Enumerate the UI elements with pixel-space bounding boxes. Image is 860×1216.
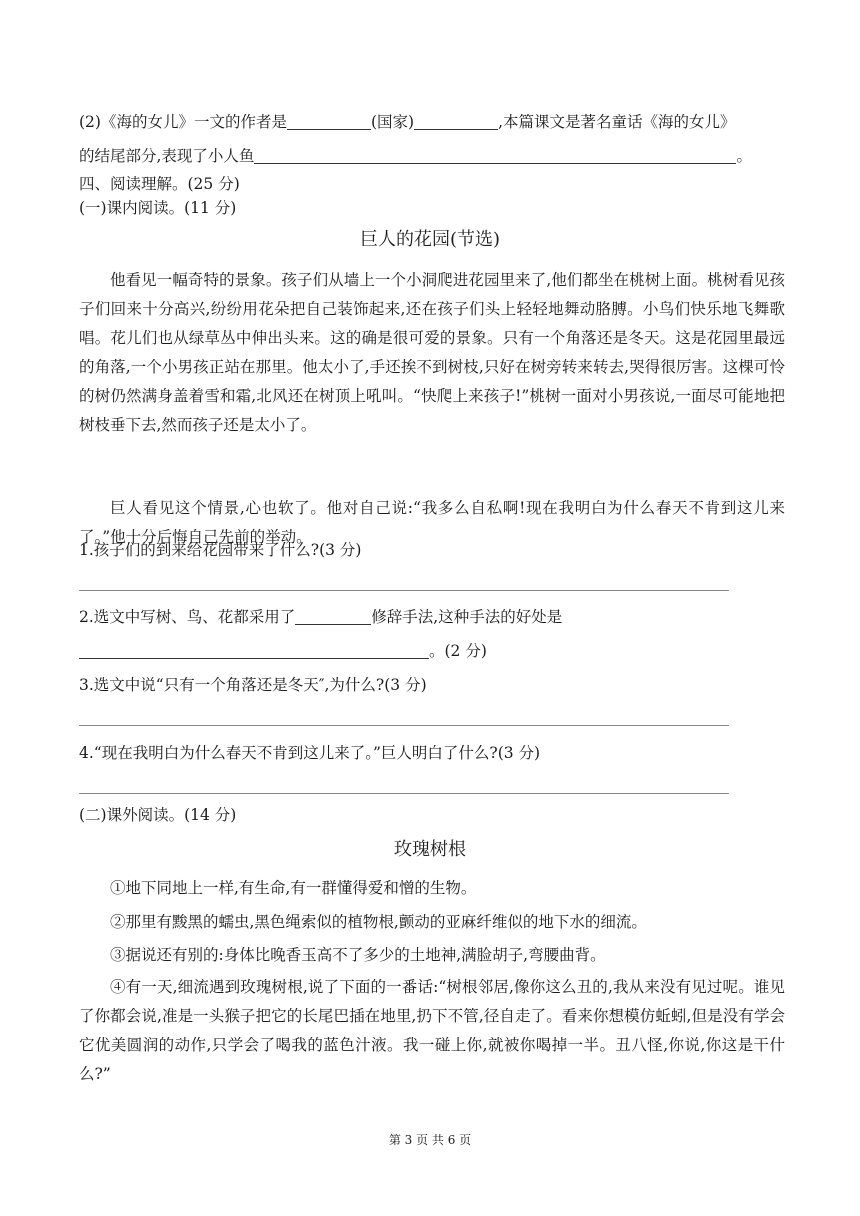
answer-line[interactable] <box>79 725 729 726</box>
answer-blank-benefit[interactable] <box>79 642 429 659</box>
fill-question-2-line-2 <box>79 145 752 167</box>
question-2-line-2 <box>79 640 487 662</box>
passage-paragraph: 他看见一幅奇特的景象。孩子们从墙上一个小洞爬进花园里来了,他们都坐在桃树上面。桃树看见孩子们回来十分高兴,纷纷用花朵把自己装饰起来,还在孩子们头上轻轻地舞动胳膊。小鸟们快乐地飞舞歌唱。花儿们也从绿草丛中伸出头来。这的确是很可爱的景象。只有一个角落还是冬天。这是花园里最远的角落,一个小男孩正站在那里。他太小了,手还挨不到树枝,只好在树旁转来转去,哭得很厉害。这棵可怜的树仍然满身盖着雪和霜,北风还在树顶上吼叫。“快爬上来孩子!”桃树一面对小男孩说,一面尽可能地把树枝垂下去,然而孩子还是太小了。 <box>79 271 785 434</box>
passage-title: 巨人的花园(节选) <box>359 229 501 250</box>
passage-paragraph: ③据说还有别的:身体比晚香玉高不了多少的土地神,满脸胡子,弯腰曲背。 <box>110 946 606 964</box>
fill-text: 的结尾部分,表现了小人鱼 <box>79 147 255 165</box>
answer-line[interactable] <box>79 590 729 591</box>
fill-text: (2)《海的女儿》一文的作者是 <box>79 113 287 131</box>
section-heading: 四、阅读理解。(25 分) <box>79 175 240 193</box>
passage-title: 玫瑰树根 <box>394 839 466 860</box>
subsection-heading: (二)课外阅读。(14 分) <box>79 806 237 824</box>
answer-blank-author[interactable] <box>287 113 371 130</box>
subsection-heading: (一)课内阅读。(11 分) <box>79 199 237 217</box>
answer-blank-mermaid[interactable] <box>254 147 736 164</box>
question-4: 4.“现在我明白为什么春天不肯到这儿来了。”巨人明白了什么?(3 分) <box>79 744 541 762</box>
page-footer: 第 3 页 共 6 页 <box>388 1133 472 1147</box>
question-2-line-1 <box>79 606 562 628</box>
answer-line[interactable] <box>79 793 729 794</box>
question-text: 2.选文中写树、鸟、花都采用了 <box>79 608 296 626</box>
question-1: 1.孩子们的到来给花园带来了什么?(3 分) <box>79 541 362 559</box>
question-3: 3.选文中说“只有一个角落还是冬天″,为什么?(3 分) <box>79 676 427 694</box>
passage-paragraph: ④有一天,细流遇到玫瑰树根,说了下面的一番话:“树根邻居,像你这么丑的,我从来没有见过呢。谁见了你都会说,准是一头猴子把它的长尾巴插在地里,扔下不管,径自走了。看来你想模仿蚯蚓,但是没有学会它优美圆润的动作,只学会了喝我的蓝色汁液。我一碰上你,就被你喝掉一半。丑八怪,你说,你这是干什么?” <box>79 978 785 1083</box>
question-text: 。(2 分) <box>429 642 487 660</box>
fill-text: (国家) <box>370 113 415 131</box>
fill-text: 。 <box>736 147 752 165</box>
fill-text: ,本篇课文是著名童话《海的女儿》 <box>498 113 736 131</box>
fill-question-2-line-1 <box>79 111 736 133</box>
question-text: 修辞手法,这种手法的好处是 <box>371 608 563 626</box>
passage-paragraph: ①地下同地上一样,有生命,有一群懂得爱和憎的生物。 <box>110 879 477 897</box>
passage-paragraph: 巨人看见这个情景,心也软了。他对自己说:“我多么自私啊!现在我明白为什么春天不肯到这儿来了。”他十分后悔自己先前的举动。 <box>79 499 785 546</box>
answer-blank-country[interactable] <box>414 113 498 130</box>
answer-blank-rhetoric[interactable] <box>295 608 371 625</box>
passage-paragraph: ②那里有黢黑的蠕虫,黑色绳索似的植物根,颤动的亚麻纤维似的地下水的细流。 <box>110 913 647 931</box>
